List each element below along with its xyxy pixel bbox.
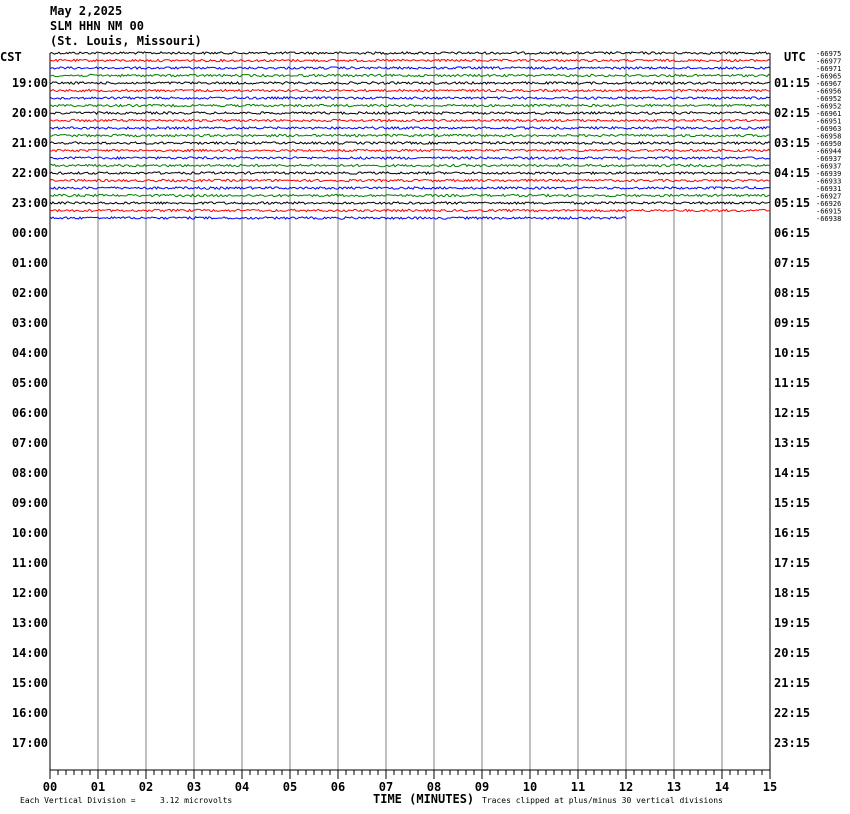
trace-offset-9: -66951 <box>816 117 842 126</box>
trace-offset-17: -66933 <box>816 177 842 186</box>
hour-label-utc: 21:15 <box>774 676 811 690</box>
header-location: (St. Louis, Missouri) <box>50 34 202 48</box>
trace-8 <box>50 112 770 114</box>
hour-label-utc: 02:15 <box>774 106 811 120</box>
trace-21 <box>50 209 770 211</box>
hour-label-utc: 08:15 <box>774 286 811 300</box>
hour-label-cst: 19:00 <box>11 76 48 90</box>
trace-offset-13: -66944 <box>816 147 842 156</box>
trace-offset-10: -66963 <box>816 125 842 133</box>
hour-label-utc: 03:15 <box>774 136 811 150</box>
x-tick-label-14: 14 <box>714 780 730 794</box>
trace-19 <box>50 194 770 196</box>
trace-offset-20: -66926 <box>816 200 842 208</box>
x-tick-label-06: 06 <box>330 780 346 794</box>
trace-offset-2: -66971 <box>816 65 842 73</box>
hour-label-utc: 17:15 <box>774 556 811 570</box>
x-tick-label-03: 03 <box>186 780 202 794</box>
x-tick-label-10: 10 <box>522 780 538 794</box>
hour-label-cst: 21:00 <box>11 136 48 150</box>
x-tick-label-11: 11 <box>570 780 586 794</box>
trace-2 <box>50 67 770 69</box>
hour-label-utc: 06:15 <box>774 226 811 240</box>
header-date: May 2,2025 <box>50 4 123 18</box>
trace-4 <box>50 82 770 84</box>
trace-offset-12: -66950 <box>816 140 842 148</box>
hour-label-cst: 12:00 <box>11 586 48 600</box>
trace-offset-16: -66939 <box>816 170 842 178</box>
x-tick-label-13: 13 <box>666 780 682 794</box>
trace-0 <box>50 52 770 54</box>
trace-offset-8: -66961 <box>816 110 842 118</box>
trace-offset-labels <box>816 50 841 223</box>
hour-label-cst: 23:00 <box>11 196 48 210</box>
trace-offset-0: -66975 <box>816 50 842 58</box>
trace-20 <box>50 202 770 204</box>
hour-label-cst: 16:00 <box>11 706 48 720</box>
hour-label-cst: 10:00 <box>11 526 48 540</box>
x-tick-label-15: 15 <box>762 780 778 794</box>
x-tick-label-01: 01 <box>90 780 106 794</box>
minute-gridlines <box>50 53 770 770</box>
hour-label-cst: 13:00 <box>11 616 48 630</box>
hour-label-cst: 11:00 <box>11 556 48 570</box>
hour-label-utc: 11:15 <box>774 376 811 390</box>
hour-label-utc: 04:15 <box>774 166 811 180</box>
x-tick-label-05: 05 <box>282 780 298 794</box>
trace-9 <box>50 119 770 121</box>
trace-16 <box>50 172 770 174</box>
trace-18 <box>50 187 770 189</box>
x-tick-label-02: 02 <box>138 780 154 794</box>
hour-label-cst: 09:00 <box>11 496 48 510</box>
utc-label: UTC <box>784 50 806 64</box>
x-tick-label-12: 12 <box>618 780 634 794</box>
hour-label-cst: 01:00 <box>11 256 48 270</box>
hour-label-utc: 22:15 <box>774 706 811 720</box>
hour-label-utc: 13:15 <box>774 436 811 450</box>
seismic-traces <box>50 52 770 219</box>
trace-offset-4: -66967 <box>816 80 842 88</box>
hour-label-cst: 03:00 <box>11 316 48 330</box>
hour-label-cst: 05:00 <box>11 376 48 390</box>
trace-offset-21: -66915 <box>816 207 842 216</box>
x-tick-label-00: 00 <box>42 780 58 794</box>
hour-label-cst: 00:00 <box>11 226 48 240</box>
cst-label: CST <box>0 50 22 64</box>
hour-label-utc: 16:15 <box>774 526 811 540</box>
hour-label-cst: 02:00 <box>11 286 48 300</box>
header-station: SLM HHN NM 00 <box>50 19 144 33</box>
hour-label-cst: 20:00 <box>11 106 48 120</box>
hour-label-cst: 08:00 <box>11 466 48 480</box>
hour-label-utc: 09:15 <box>774 316 811 330</box>
hour-label-utc: 14:15 <box>774 466 811 480</box>
x-tick-label-07: 07 <box>378 780 394 794</box>
trace-offset-22: -66938 <box>816 215 842 223</box>
trace-offset-14: -66937 <box>816 155 842 163</box>
trace-7 <box>50 104 770 106</box>
trace-offset-5: -66956 <box>816 87 842 96</box>
trace-15 <box>50 164 770 166</box>
hour-label-utc: 05:15 <box>774 196 811 210</box>
trace-offset-1: -66977 <box>816 57 842 66</box>
trace-5 <box>50 89 770 91</box>
trace-10 <box>50 127 770 129</box>
trace-12 <box>50 142 770 144</box>
hour-label-utc: 18:15 <box>774 586 811 600</box>
hour-label-cst: 06:00 <box>11 406 48 420</box>
trace-offset-18: -66931 <box>816 185 842 193</box>
hour-label-utc: 19:15 <box>774 616 811 630</box>
scale-value: 3.12 microvolts <box>160 796 233 805</box>
hour-label-utc: 07:15 <box>774 256 811 270</box>
hour-label-cst: 07:00 <box>11 436 48 450</box>
hour-label-cst: 22:00 <box>11 166 48 180</box>
scale-prefix: Each Vertical Division = <box>20 796 136 805</box>
trace-offset-15: -66937 <box>816 162 842 171</box>
trace-3 <box>50 74 770 76</box>
hour-label-utc: 20:15 <box>774 646 811 660</box>
hour-labels <box>12 76 810 750</box>
hour-label-utc: 12:15 <box>774 406 811 420</box>
x-tick-label-04: 04 <box>234 780 250 794</box>
hour-label-utc: 15:15 <box>774 496 811 510</box>
x-axis <box>43 770 777 794</box>
hour-label-cst: 04:00 <box>11 346 48 360</box>
trace-offset-19: -66927 <box>816 192 842 201</box>
trace-offset-11: -66958 <box>816 132 842 141</box>
trace-17 <box>50 179 770 181</box>
hour-label-cst: 17:00 <box>11 736 48 750</box>
trace-13 <box>50 149 770 151</box>
clip-note: Traces clipped at plus/minus 30 vertical divisions <box>482 796 723 805</box>
hour-label-cst: 14:00 <box>11 646 48 660</box>
trace-14 <box>50 157 770 159</box>
hour-label-utc: 23:15 <box>774 736 811 750</box>
trace-offset-3: -66965 <box>816 72 842 81</box>
trace-offset-7: -66952 <box>816 102 842 111</box>
trace-1 <box>50 59 770 61</box>
trace-11 <box>50 134 770 136</box>
hour-label-cst: 15:00 <box>11 676 48 690</box>
hour-label-utc: 01:15 <box>774 76 811 90</box>
x-tick-label-08: 08 <box>426 780 442 794</box>
hour-label-utc: 10:15 <box>774 346 811 360</box>
x-axis-title: TIME (MINUTES) <box>373 792 475 806</box>
x-tick-label-09: 09 <box>474 780 490 794</box>
trace-offset-6: -66952 <box>816 95 842 103</box>
trace-6 <box>50 97 770 99</box>
